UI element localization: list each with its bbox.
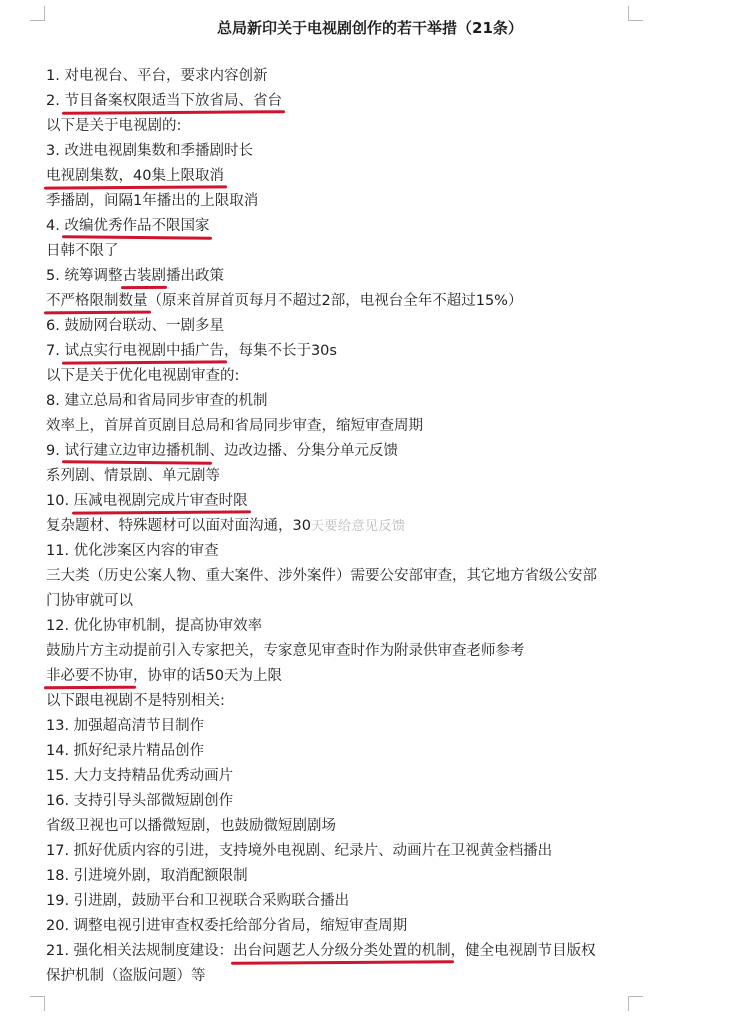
section-heading: 以下是关于电视剧的: [46, 118, 182, 134]
document-title: 总局新印关于电视剧创作的若干举措（21条） [217, 19, 523, 37]
item-text: 21. 强化相关法规制度建设： [46, 943, 234, 959]
item-text: （原来首屏首页每月不超过2部，电视台全年不超过15%） [147, 293, 523, 309]
item-text: 复杂题材、特殊题材可以面对面沟通，30 [46, 518, 311, 534]
list-item [46, 339, 337, 363]
list-item: 8. 建立总局和省局同步审查的机制 [46, 393, 268, 409]
list-item: 省级卫视也可以播微短剧，也鼓励微短剧剧场 [46, 818, 336, 834]
list-item [46, 164, 224, 188]
item-number: 9. [46, 443, 65, 459]
list-item [46, 289, 522, 313]
item-text: ，每集不长于30s [223, 343, 337, 359]
item-number: 4. [46, 218, 65, 234]
highlighted-text: 改编优秀作品不限国家 [64, 218, 210, 234]
list-item [46, 514, 405, 539]
item-text: 播出政策 [165, 268, 224, 284]
list-item: 保护机制（盗版问题）等 [46, 968, 206, 984]
list-item: 14. 抓好纪录片精品创作 [46, 743, 205, 759]
list-item [46, 264, 224, 288]
item-number: 2. [46, 93, 65, 109]
item-text: 5. 统筹调整 [46, 268, 123, 284]
item-text: ，健全电视剧节目版权 [450, 943, 596, 959]
list-item: 鼓励片方主动提前引入专家把关，专家意见审查时作为附录供审查老师参考 [46, 643, 525, 659]
list-item: 18. 引进境外剧，取消配额限制 [46, 868, 248, 884]
list-item [46, 214, 209, 238]
section-heading: 以下是关于优化电视剧审查的: [46, 368, 240, 384]
list-item [46, 489, 248, 513]
list-item: 季播剧，间隔1年播出的上限取消 [46, 193, 259, 209]
list-item: 三大类（历史公案人物、重大案件、涉外案件）需要公安部审查，其它地方省级公安部 [46, 568, 597, 584]
list-item: 16. 支持引导头部微短剧创作 [46, 793, 234, 809]
list-item: 3. 改进电视剧集数和季播剧时长 [46, 143, 253, 159]
list-item: 门协审就可以 [46, 593, 133, 609]
list-item: 12. 优化协审机制，提高协审效率 [46, 618, 263, 634]
faded-text: 天要给意见反馈 [310, 519, 406, 534]
list-item: 日韩不限了 [46, 243, 119, 259]
page-corner-mark [30, 996, 45, 1011]
list-item [46, 89, 282, 113]
list-item [46, 664, 282, 688]
item-number: 7. [46, 343, 65, 359]
highlighted-text: 出台问题艺人分级分类处置的机制 [233, 943, 451, 959]
list-item [46, 439, 398, 463]
highlighted-text: 节目备案权限适当下放省局、省台 [64, 93, 282, 109]
list-item: 19. 引进剧，鼓励平台和卫视联合采购联合播出 [46, 893, 350, 909]
list-item: 15. 大力支持精品优秀动画片 [46, 768, 234, 784]
list-item: 6. 鼓励网台联动、一剧多星 [46, 318, 224, 334]
highlighted-text: 试行建立边审边播机制 [64, 443, 210, 459]
highlighted-text: 古装剧 [122, 268, 166, 284]
highlighted-text: 压减电视剧完成片审查时限 [73, 493, 248, 509]
highlighted-text: 非必要不协审 [46, 668, 133, 684]
highlighted-text: 电视剧集数，40集上限取消 [46, 168, 224, 184]
list-item: 20. 调整电视引进审查权委托给部分省局，缩短审查周期 [46, 918, 408, 934]
item-text: 、边改边播、分集分单元反馈 [209, 443, 398, 459]
item-text: ，协审的话50天为上限 [133, 668, 282, 684]
list-item: 13. 加强超高清节目制作 [46, 718, 205, 734]
highlighted-text: 不严格限制数量 [46, 293, 148, 309]
list-item: 11. 优化涉案区内容的审查 [46, 543, 219, 559]
list-item: 效率上，首屏首页剧目总局和省局同步审查，缩短审查周期 [46, 418, 423, 434]
list-item: 1. 对电视台、平台，要求内容创新 [46, 68, 268, 84]
list-item [46, 939, 596, 963]
highlighted-text: 试点实行电视剧中插广告 [64, 343, 224, 359]
page-corner-mark [628, 996, 643, 1011]
list-item: 系列剧、情景剧、单元剧等 [46, 468, 220, 484]
list-item: 17. 抓好优质内容的引进，支持境外电视剧、纪录片、动画片在卫视黄金档播出 [46, 843, 553, 859]
item-number: 10. [46, 493, 74, 509]
section-heading: 以下跟电视剧不是特别相关: [46, 693, 225, 709]
